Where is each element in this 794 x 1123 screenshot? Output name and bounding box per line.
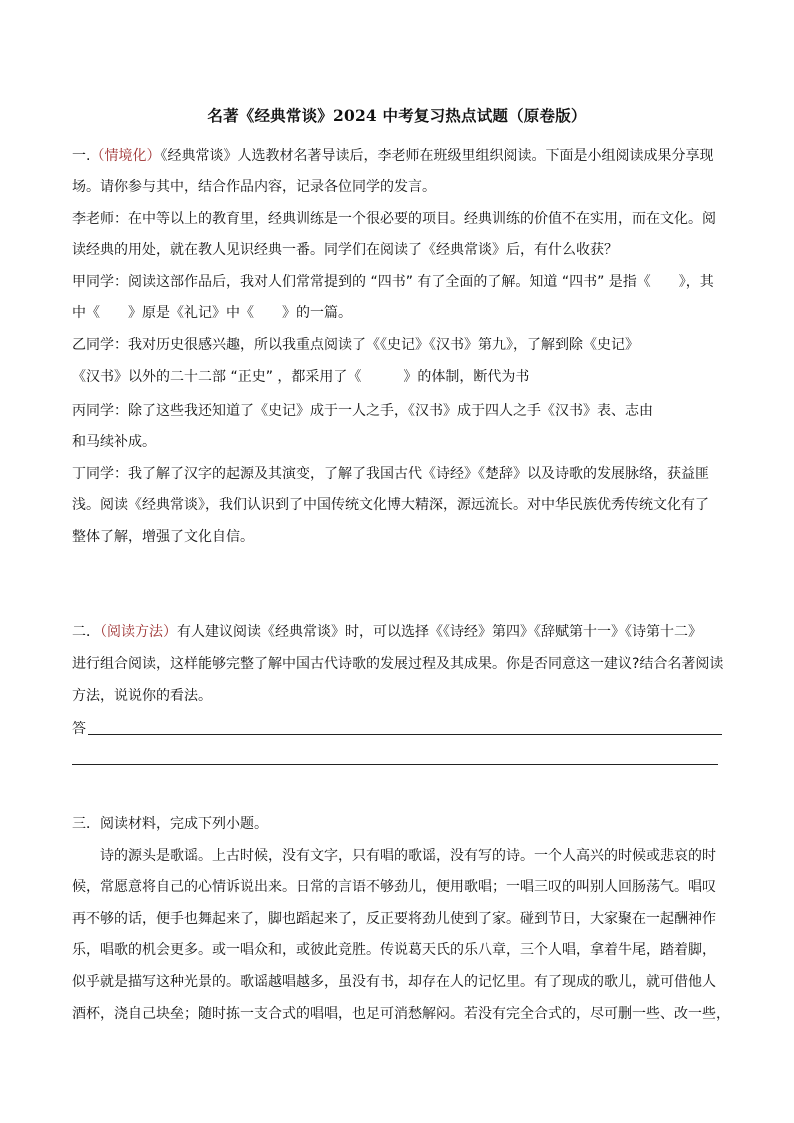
q1-text: 《经典常谈》人选教材名著导读后，李老师在班级里组织阅读。下面是小组阅读成果分享现 <box>160 148 714 164</box>
q1-line-11: 丁同学：我了解了汉字的起源及其演变，了解了我国古代《诗经》《楚辞》以及诗歌的发展脉络，获益匪 <box>72 466 709 482</box>
q3-line-3: 再不够的话，便手也舞起来了，脚也蹈起来了，反正要将劲儿使到了家。碰到节日，大家聚在一起酬神作 <box>72 911 716 927</box>
q1-tag: （情境化） <box>90 148 161 164</box>
q1-line-12: 浅。阅读《经典常谈》，我们认识到了中国传统文化博大精深，源远流长。对中华民族优秀传统文化有了 <box>72 497 709 513</box>
q1-line-2: 场。请你参与其中，结合作品内容，记录各位同学的发言。 <box>72 179 436 195</box>
q2-line-1 <box>72 622 702 642</box>
q3-line-4: 乐，唱歌的机会更多。或一唱众和，或彼此竞胜。传说葛天氏的乐八章，三个人唱，拿着牛尾，踏着脚， <box>72 942 716 958</box>
q1-line-10: 和马续补成。 <box>72 434 156 450</box>
q1-number: 一. <box>72 148 91 164</box>
q3-line-6: 酒杯，浇自己块垒；随时拣一支合式的唱唱，也足可消愁解闷。若没有完全合式的，尽可删一些、改一些， <box>72 1006 730 1022</box>
page-title: 名著《经典常谈》2024 中考复习热点试题（原卷版） <box>207 106 587 125</box>
q1-line-8: 《汉书》以外的二十二部 “正史” ，都采用了《 》的体制，断代为书 <box>72 369 530 385</box>
answer-label: 答 <box>72 721 86 737</box>
q1-line-6: 中《 》原是《礼记》中《 》的一篇。 <box>72 305 352 321</box>
q1-line-7: 乙同学：我对历史很感兴趣，所以我重点阅读了《《史记》《汉书》第九》，了解到除《史记》 <box>72 337 639 353</box>
q1-line-1 <box>72 146 713 166</box>
q3-heading: 三．阅读材料，完成下列小题。 <box>72 816 268 832</box>
q1-line-9: 丙同学：除了这些我还知道了《史记》成于一人之手，《汉书》成于四人之手《汉书》表、志由 <box>72 403 653 419</box>
answer-line-2[interactable] <box>72 764 718 765</box>
answer-area[interactable] <box>72 718 722 738</box>
q2-line-2: 进行组合阅读，这样能够完整了解中国古代诗歌的发展过程及其成果。你是否同意这一建议?结合名著阅读 <box>72 656 724 672</box>
q1-line-3: 李老师：在中等以上的教育里，经典训练是一个很必要的项目。经典训练的价值不在实用，而在文化。阅 <box>72 211 716 227</box>
q1-line-13: 整体了解，增强了文化自信。 <box>72 529 254 545</box>
q3-line-1: 诗的源头是歌谣。上古时候，没有文字，只有唱的歌谣，没有写的诗。一个人高兴的时候或悲哀的时 <box>100 848 716 864</box>
q3-line-2: 候，常愿意将自己的心情诉说出来。日常的言语不够劲儿，便用歌唱；一唱三叹的叫别人回肠荡气。唱叹 <box>72 879 716 895</box>
q2-text: 有人建议阅读《经典常谈》时，可以选择《《诗经》第四》《辞赋第十一》《诗第十二》 <box>177 624 702 640</box>
q1-line-4: 读经典的用处，就在教人见识经典一番。同学们在阅读了《经典常谈》后，有什么收获？ <box>72 242 618 258</box>
answer-line[interactable] <box>88 734 722 735</box>
q2-line-3: 方法，说说你的看法。 <box>72 688 212 704</box>
q3-line-5: 似乎就是描写这种光景的。歌谣越唱越多，虽没有书，却存在人的记忆里。有了现成的歌儿，就可借他人 <box>72 974 716 990</box>
q1-line-5: 甲同学：阅读这部作品后，我对人们常常提到的 “四书” 有了全面的了解。知道 “四书” 是指《 》，其 <box>72 274 714 290</box>
q2-tag: （阅读方法） <box>100 624 177 640</box>
q2-number: 二． <box>72 624 100 640</box>
